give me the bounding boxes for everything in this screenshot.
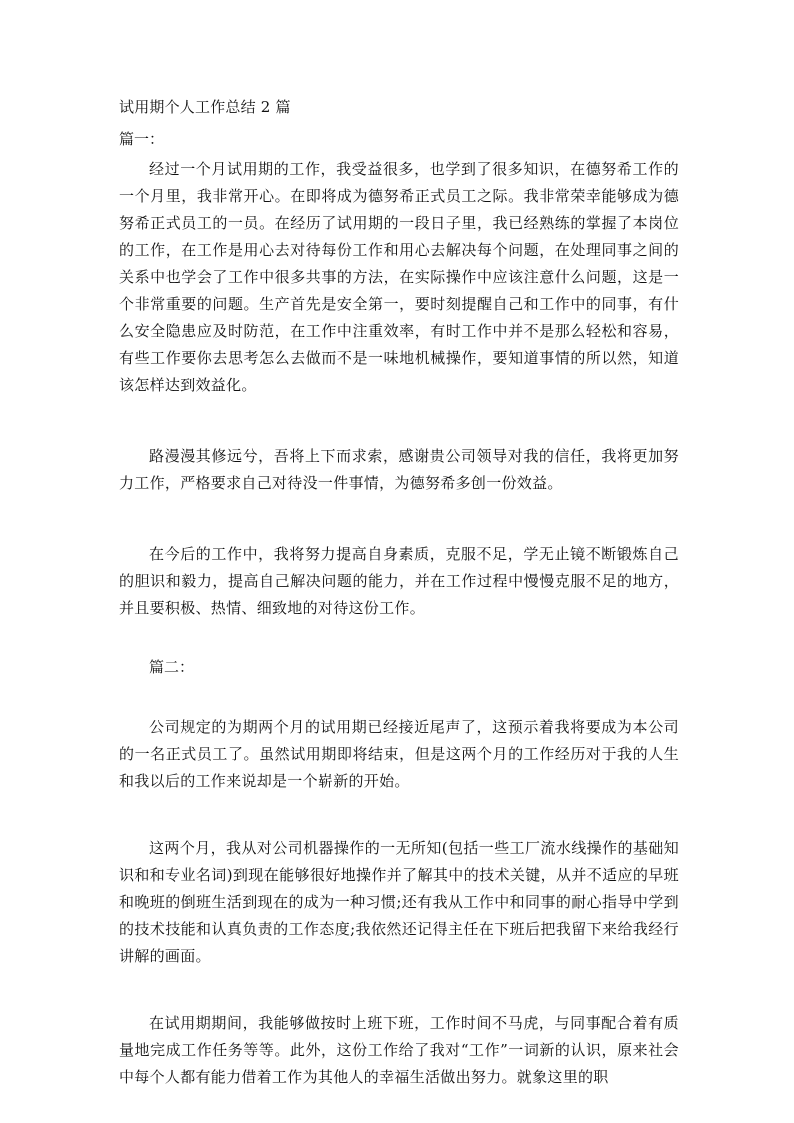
part-one-paragraph-2: 路漫漫其修远兮，吾将上下而求索，感谢贵公司领导对我的信任，我将更加努力工作，严格要求自己对待没一件事情，为德努希多创一份效益。 xyxy=(119,447,679,492)
part-two-paragraph-2: 这两个月，我从对公司机器操作的一无所知(包括一些工厂流水线操作的基础知识和和专业名词)到现在能够很好地操作并了解其中的技术关键，从并不适应的早班和晚班的倒班生活到现在的成为一种习惯;还有我从工作中和同事的耐心指导中学到的技术技能和认真负责的工作态度;我依然还记得主任在下班后把我留下来给我经行讲解的画面。 xyxy=(119,839,679,965)
spacer xyxy=(119,795,679,835)
part-two-paragraph-1: 公司规定的为期两个月的试用期已经接近尾声了，这预示着我将要成为本公司的一名正式员工了。虽然试用期即将结束，但是这两个月的工作经历对于我的人生和我以后的工作来说却是一个崭新的开始。 xyxy=(119,718,679,790)
part-two-label: 篇二： xyxy=(149,658,195,676)
document-title: 试用期个人工作总结 2 篇 xyxy=(119,98,291,116)
spacer xyxy=(119,399,679,443)
part-one-paragraph-3: 在今后的工作中，我将努力提高自身素质，克服不足，学无止镜不断锻炼自己的胆识和毅力，提高自己解决问题的能力，并在工作过程中慢慢克服不足的地方，并且要积极、热情、细致地的对待这份工作。 xyxy=(119,545,679,617)
spacer xyxy=(119,497,679,541)
document-page xyxy=(119,96,679,1091)
spacer xyxy=(119,970,679,1010)
part-one-paragraph-1: 经过一个月试用期的工作，我受益很多，也学到了很多知识，在德努希工作的一个月里，我非常开心。在即将成为德努希正式员工之际。我非常荣幸能够成为德努希正式员工的一员。在经历了试用期的一段日子里，我已经熟练的掌握了本岗位的工作，在工作是用心去对待每份工作和用心去解决每个问题，在处理同事之间的关系中也学会了工作中很多共事的方法，在实际操作中应该注意什么问题，这是一个非常重要的问题。生产首先是安全第一，要时刻提醒自己和工作中的同事，有什么安全隐患应及时防范，在工作中注重效率，有时工作中并不是那么轻松和容易，有些工作要你去思考怎么去做而不是一味地机械操作，要知道事情的所以然，知道该怎样达到效益化。 xyxy=(119,160,679,394)
part-two-paragraph-3: 在试用期期间，我能够做按时上班下班，工作时间不马虎，与同事配合着有质量地完成工作任务等等。此外，这份工作给了我对“工作”一词新的认识，原来社会中每个人都有能力借着工作为其他人的幸福生活做出努力。就象这里的职 xyxy=(119,1014,679,1086)
part-one-label: 篇一： xyxy=(119,130,165,148)
